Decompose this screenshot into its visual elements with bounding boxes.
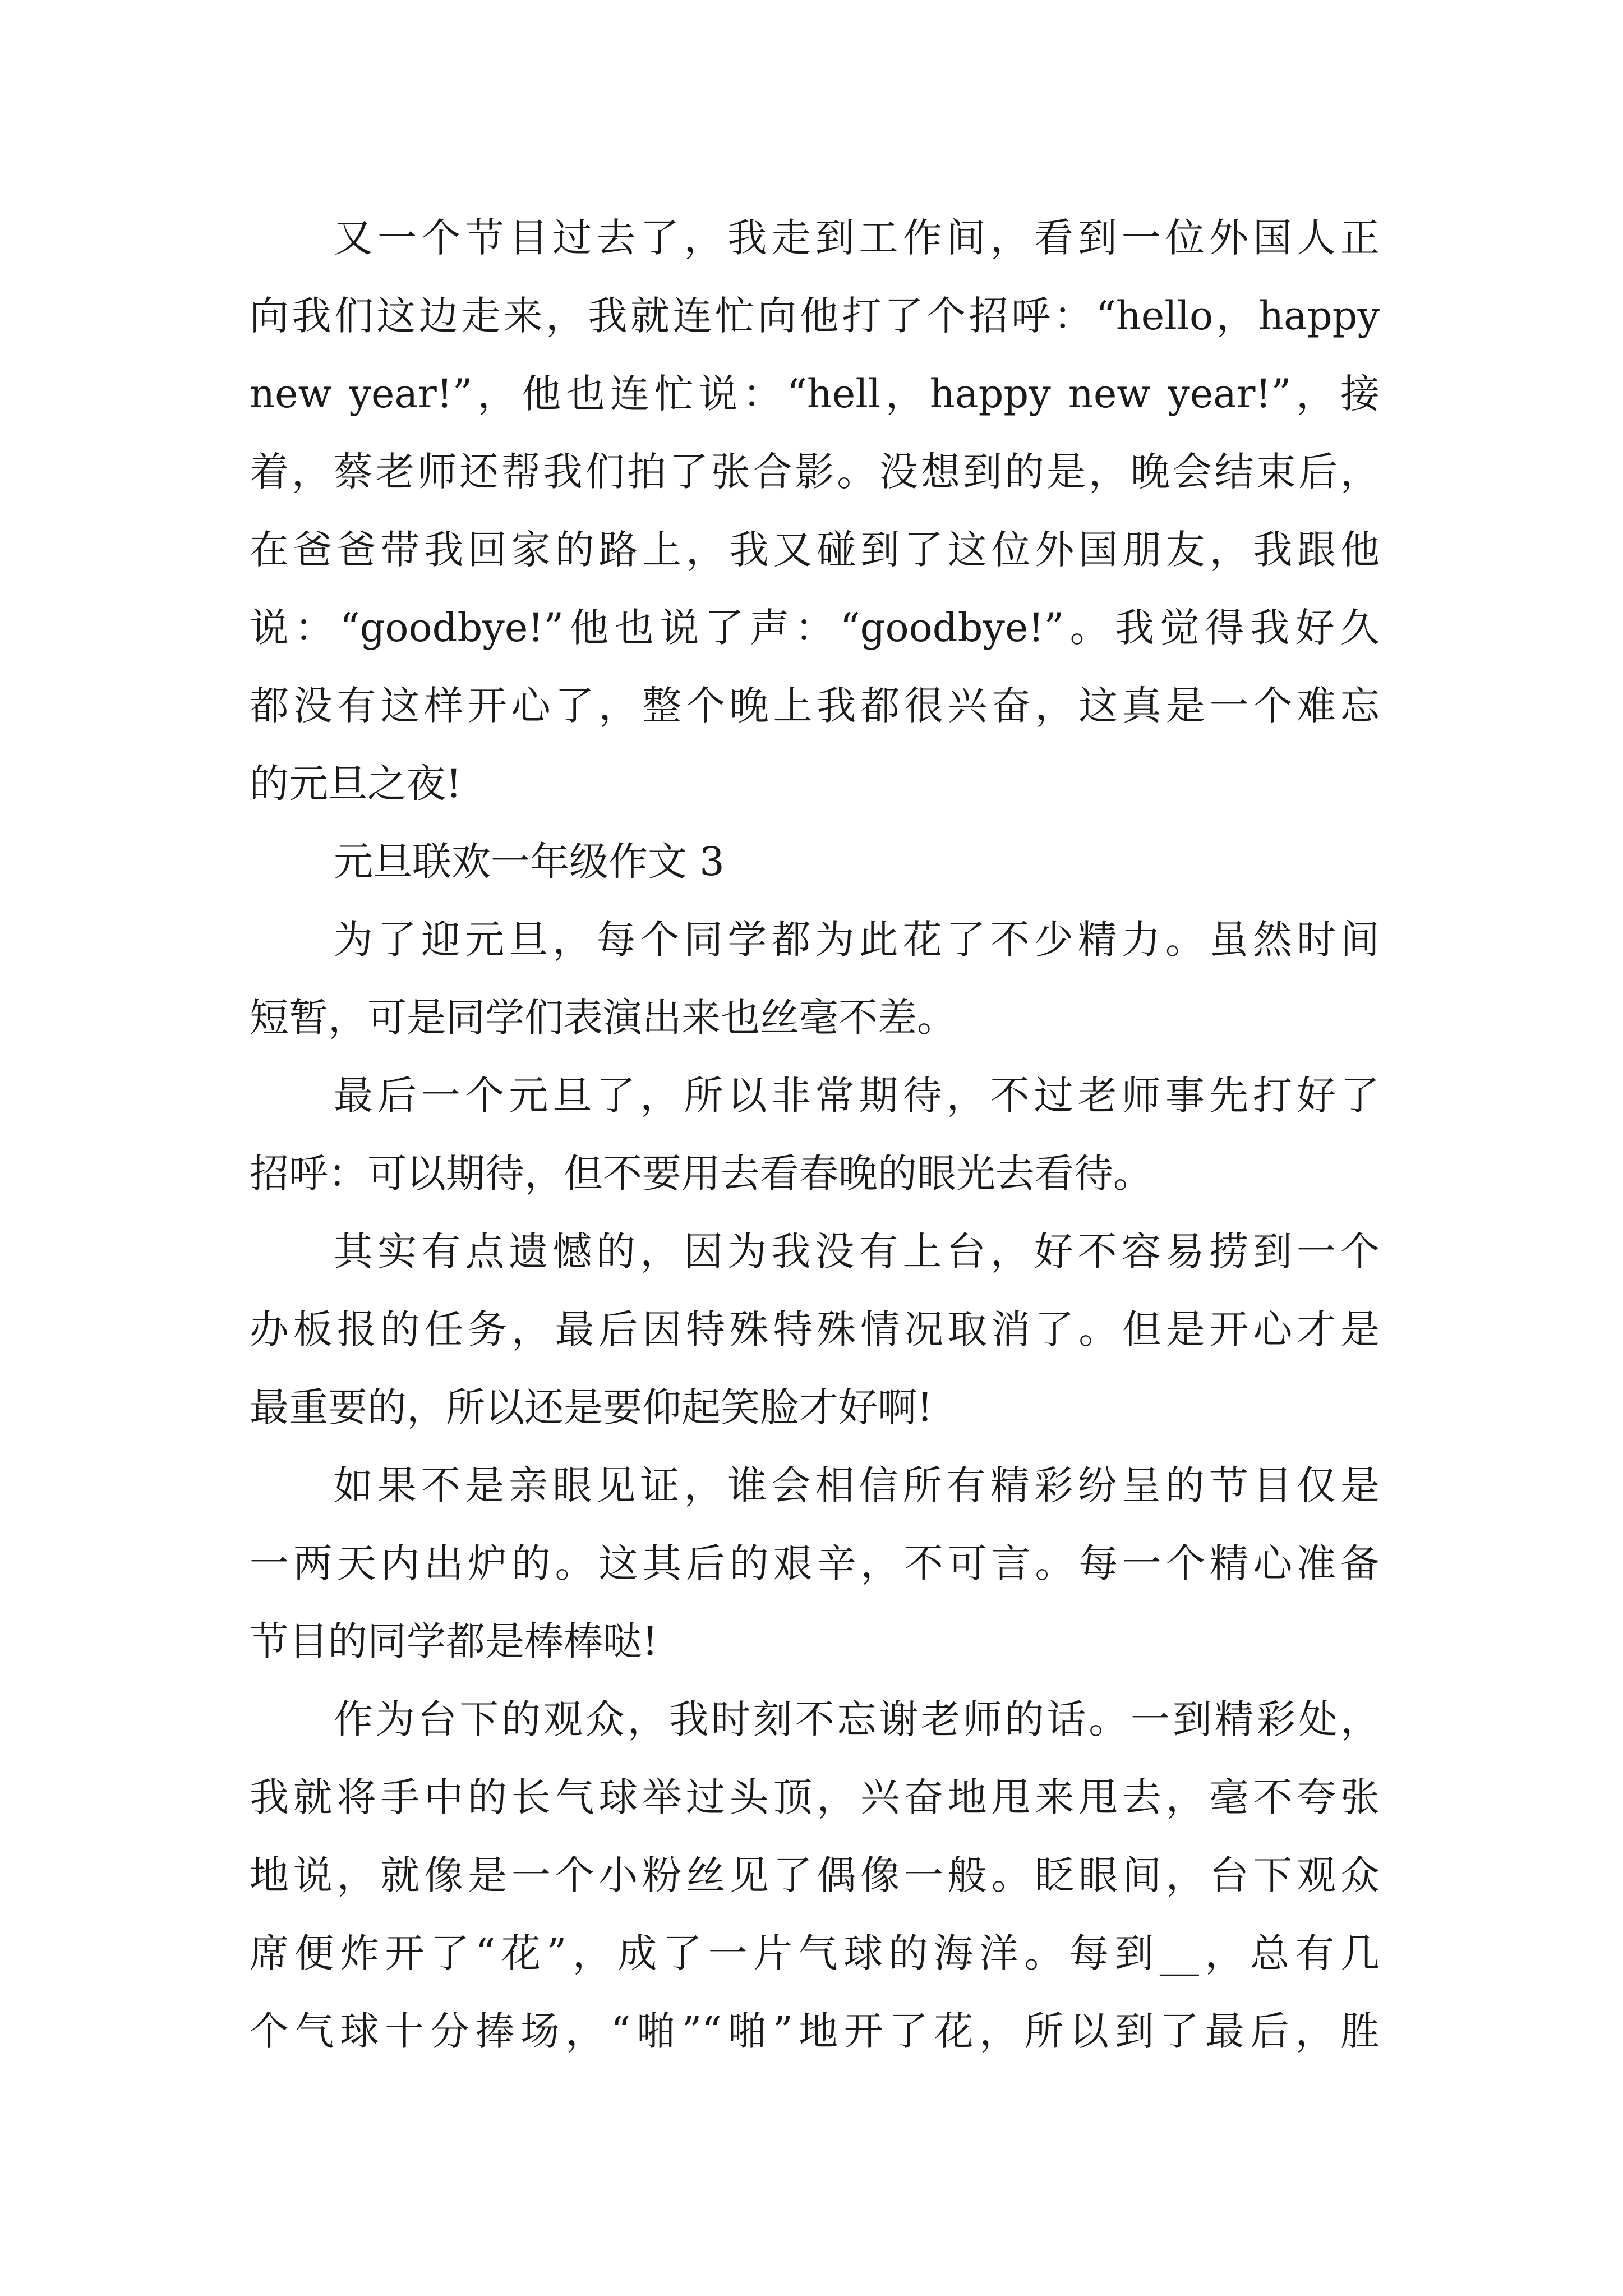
paragraph	[250, 199, 1380, 823]
text-line: 最重要的，所以还是要仰起笑脸才好啊!	[250, 1384, 933, 1430]
paragraph	[250, 1681, 1380, 2070]
paragraph	[250, 1213, 1380, 1447]
text-line: new year!”，他也连忙说：“hell，happy new year!”，接	[250, 371, 1380, 417]
section-title-text: 元旦联欢一年级作文 3	[334, 839, 725, 885]
section-title	[250, 823, 1380, 901]
text-line: 作为台下的观众，我时刻不忘谢老师的话。一到精彩处，	[334, 1696, 1380, 1742]
text-line: 向我们这边走来，我就连忙向他打了个招呼：“hello，happy	[250, 293, 1380, 339]
text-line: 其实有点遗憾的，因为我没有上台，好不容易捞到一个	[334, 1228, 1380, 1274]
document-body	[250, 199, 1380, 2070]
text-line: 为了迎元旦，每个同学都为此花了不少精力。虽然时间	[334, 917, 1380, 963]
text-line: 说：“goodbye!”他也说了声：“goodbye!”。我觉得我好久	[250, 605, 1380, 651]
paragraph	[250, 1447, 1380, 1681]
paragraph	[250, 1057, 1380, 1213]
text-line: 在爸爸带我回家的路上，我又碰到了这位外国朋友，我跟他	[250, 527, 1380, 573]
text-line: 席便炸开了“花”，成了一片气球的海洋。每到__，总有几	[250, 1930, 1380, 1976]
text-line: 的元旦之夜!	[250, 761, 462, 807]
paragraph	[250, 901, 1380, 1057]
text-line: 个气球十分捧场，“啪”“啪”地开了花，所以到了最后，胜	[250, 2008, 1380, 2054]
text-line: 办板报的任务，最后因特殊特殊情况取消了。但是开心才是	[250, 1306, 1380, 1352]
text-line: 短暂，可是同学们表演出来也丝毫不差。	[250, 995, 956, 1041]
text-line: 着，蔡老师还帮我们拍了张合影。没想到的是，晚会结束后，	[250, 449, 1380, 495]
text-line: 招呼：可以期待，但不要用去看春晚的眼光去看待。	[250, 1151, 1152, 1197]
text-line: 节目的同学都是棒棒哒!	[250, 1618, 658, 1664]
text-line: 地说，就像是一个小粉丝见了偶像一般。眨眼间，台下观众	[250, 1852, 1380, 1898]
text-line: 都没有这样开心了，整个晚上我都很兴奋，这真是一个难忘	[250, 683, 1380, 729]
text-line: 如果不是亲眼见证，谁会相信所有精彩纷呈的节目仅是	[334, 1462, 1380, 1508]
text-line: 最后一个元旦了，所以非常期待，不过老师事先打好了	[334, 1073, 1380, 1119]
text-line: 一两天内出炉的。这其后的艰辛，不可言。每一个精心准备	[250, 1540, 1380, 1586]
text-line: 又一个节目过去了，我走到工作间，看到一位外国人正	[334, 215, 1380, 261]
text-line: 我就将手中的长气球举过头顶，兴奋地甩来甩去，毫不夸张	[250, 1774, 1380, 1820]
